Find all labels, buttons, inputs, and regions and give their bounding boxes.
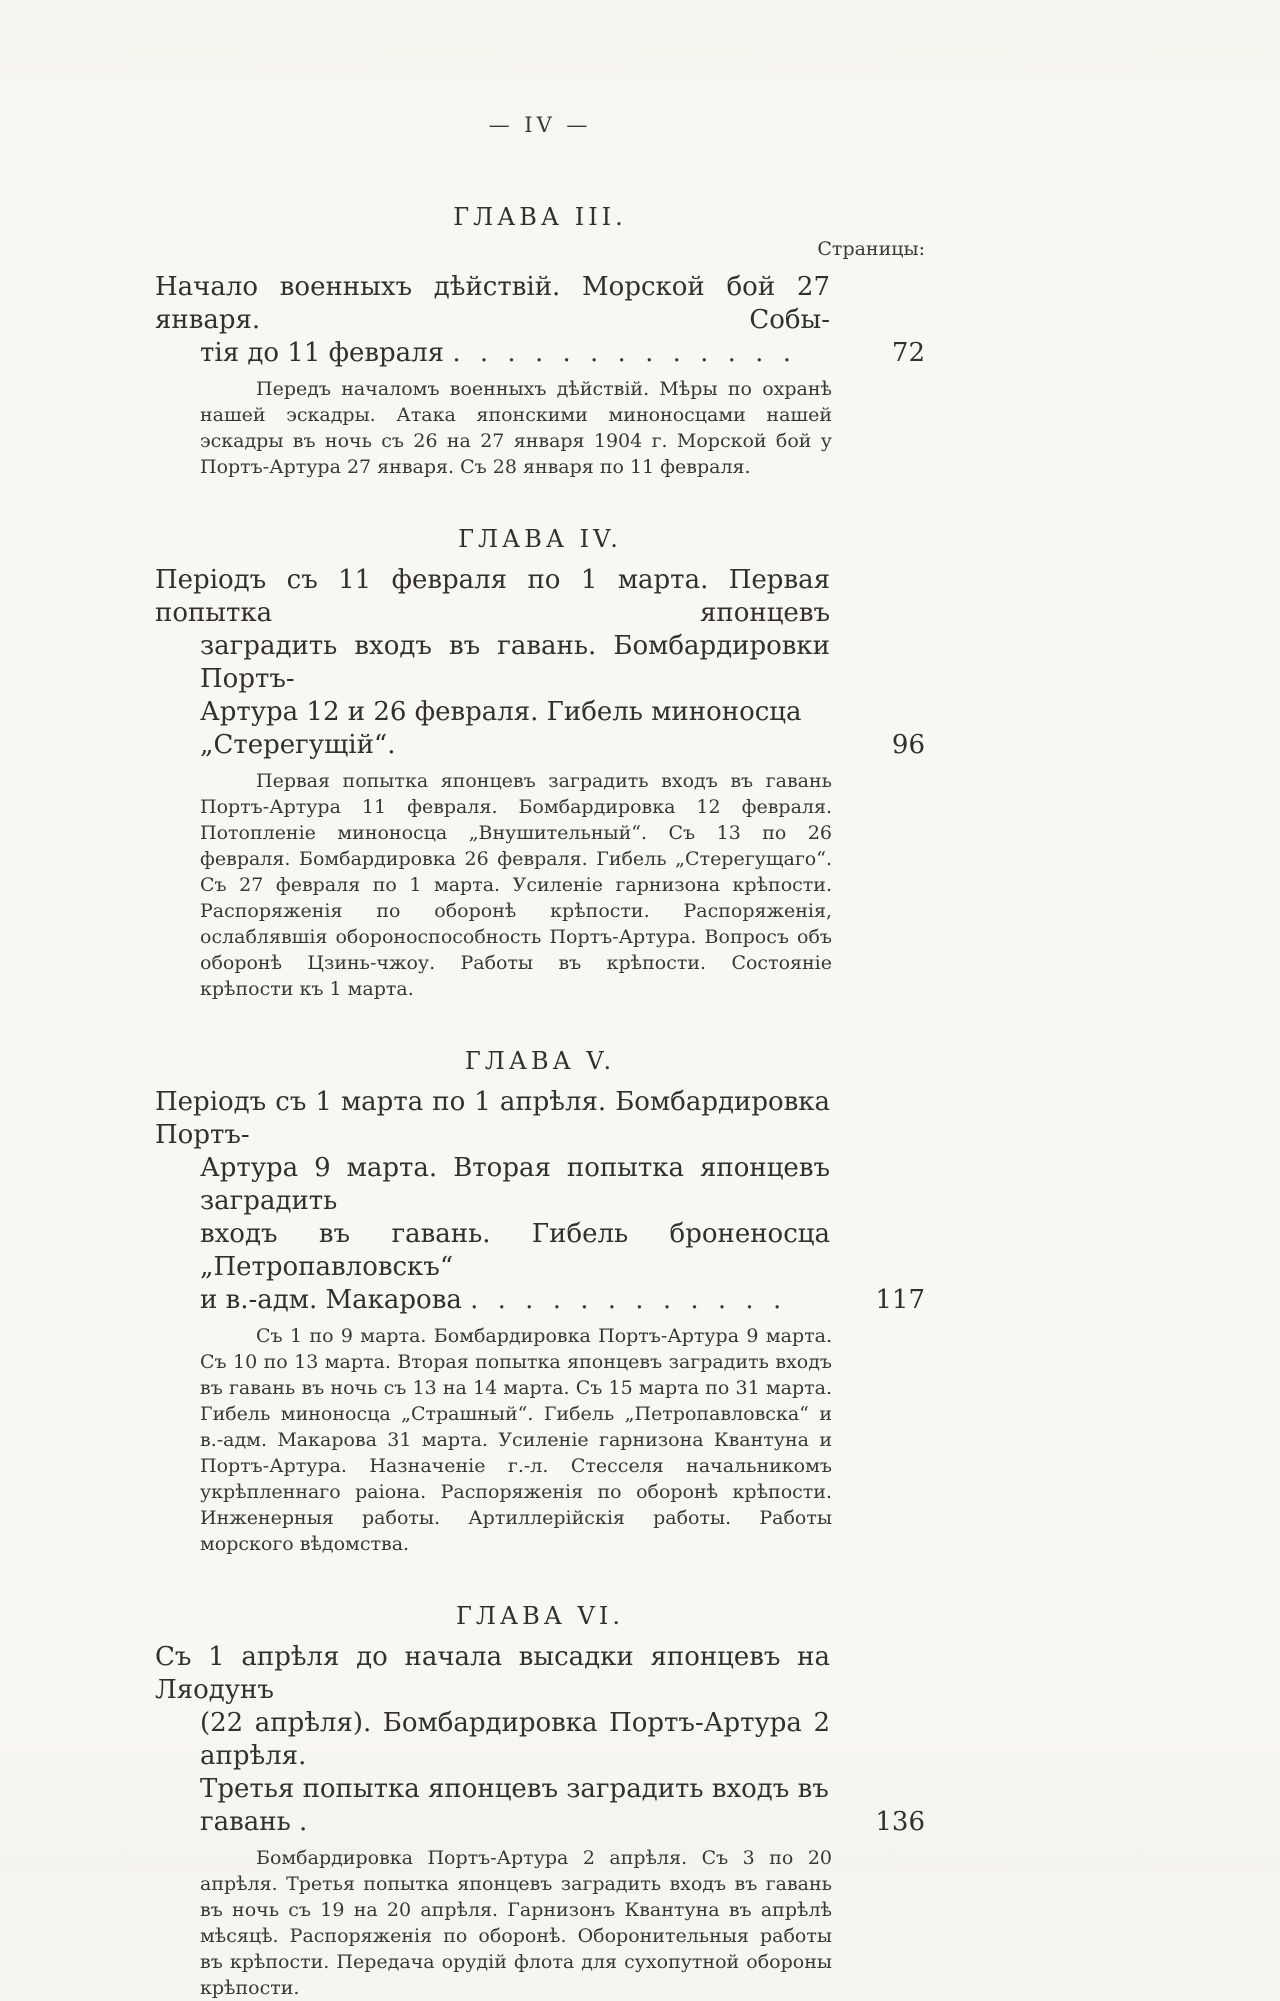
chapter-4-page-number: 96	[891, 730, 925, 760]
page-content	[155, 0, 925, 2001]
title-line: заградить входъ въ гавань. Бомбардировки Портъ-	[200, 631, 830, 694]
chapter-6-title	[155, 1641, 925, 1839]
title-line-text: тія до 11 февраля	[200, 338, 445, 368]
chapter-6-summary: Бомбардировка Портъ-Артура 2 апрѣля. Съ 3 по 20 апрѣля. Третья попытка японцевъ заградить входъ въ гавань въ ночь съ 19 на 20 апрѣля. Гарнизонъ Квантуна въ апрѣлѣ мѣсяцѣ. Распоряженія по оборонѣ. Оборонительныя работы въ крѣпости. Передача орудій флота для сухопутной обороны крѣпости.	[200, 1847, 832, 1999]
chapter-6-page-number: 136	[875, 1807, 925, 1837]
title-line: Начало военныхъ дѣйствій. Морской бой 27 января. Собы-	[155, 272, 830, 335]
title-line-text: Третья попытка японцевъ заградить входъ въ гавань .	[200, 1774, 829, 1837]
chapter-5-heading: ГЛАВА V.	[464, 1047, 616, 1075]
title-line-text: и в.-адм. Макарова	[200, 1285, 462, 1315]
title-line	[155, 1284, 830, 1317]
pages-column-label: Страницы:	[817, 238, 925, 260]
title-line: входъ въ гавань. Гибель броненосца „Петропавловскъ“	[200, 1219, 830, 1282]
title-line	[155, 337, 830, 370]
chapter-4-section	[155, 526, 925, 1002]
folio-page-number: — IV —	[488, 113, 592, 137]
chapter-5-title	[155, 1086, 925, 1317]
chapter-3-title	[155, 271, 925, 370]
chapter-6-heading: ГЛАВА VI.	[456, 1602, 624, 1630]
title-line	[155, 1773, 830, 1839]
title-line	[155, 696, 830, 762]
title-line: Періодъ съ 1 марта по 1 апрѣля. Бомбардировка Портъ-	[155, 1087, 830, 1150]
chapter-5-summary: Съ 1 по 9 марта. Бомбардировка Портъ-Артура 9 марта. Съ 10 по 13 марта. Вторая попытка японцевъ заградить входъ въ гавань въ ночь съ 13 на 14 марта. Съ 15 марта по 31 марта. Гибель миноносца „Страшный“. Гибель „Петропавловска“ и в.-адм. Макарова 31 марта. Усиленіе гарнизона Квантуна и Портъ-Артура. Назначеніе г.-л. Стесселя начальникомъ укрѣпленнаго раіона. Распоряженія по оборонѣ крѣпости. Инженерныя работы. Артиллерійскія работы. Работы морского вѣдомства.	[200, 1325, 832, 1555]
title-line: Артура 9 марта. Вторая попытка японцевъ заградить	[200, 1153, 830, 1216]
title-line: (22 апрѣля). Бомбардировка Портъ-Артура 2 апрѣля.	[200, 1708, 830, 1771]
chapter-3-summary: Передъ началомъ военныхъ дѣйствій. Мѣры по охранѣ нашей эскадры. Атака японскими миноносцами нашей эскадры въ ночь съ 26 на 27 января 1904 г. Морской бой у Портъ-Артура 27 января. Съ 28 января по 11 февраля.	[200, 378, 832, 478]
title-line-text: Артура 12 и 26 февраля. Гибель миноносца „Стерегущій“.	[200, 697, 802, 760]
chapter-5-page-number: 117	[875, 1285, 925, 1315]
dot-leaders: . . . . . . . . . . . . .	[452, 338, 791, 368]
chapter-3-page-number: 72	[891, 338, 925, 368]
chapter-6-section	[155, 1603, 925, 2001]
chapter-4-heading: ГЛАВА IV.	[458, 525, 622, 553]
chapter-3-section	[155, 204, 925, 480]
chapter-3-heading: ГЛАВА III.	[453, 203, 627, 231]
dot-leaders: . . . . . . . . . . . .	[470, 1285, 782, 1315]
chapter-4-title	[155, 564, 925, 762]
title-line: Періодъ съ 11 февраля по 1 марта. Первая попытка японцевъ	[155, 565, 830, 628]
title-line: Съ 1 апрѣля до начала высадки японцевъ на Ляодунъ	[155, 1642, 830, 1705]
chapter-5-section	[155, 1048, 925, 1557]
chapter-4-summary: Первая попытка японцевъ заградить входъ въ гавань Портъ-Артура 11 февраля. Бомбардировка 12 февраля. Потопленіе миноносца „Внушительный“. Съ 13 по 26 февраля. Бомбардировка 26 февраля. Гибель „Стерегущаго“. Съ 27 февраля по 1 марта. Усиленіе гарнизона крѣпости. Распоряженія по оборонѣ крѣпости. Распоряженія, ослаблявшія обороноспособность Портъ-Артура. Вопросъ объ оборонѣ Цзинь-чжоу. Работы въ крѣпости. Состояніе крѣпости къ 1 марта.	[200, 770, 832, 1000]
